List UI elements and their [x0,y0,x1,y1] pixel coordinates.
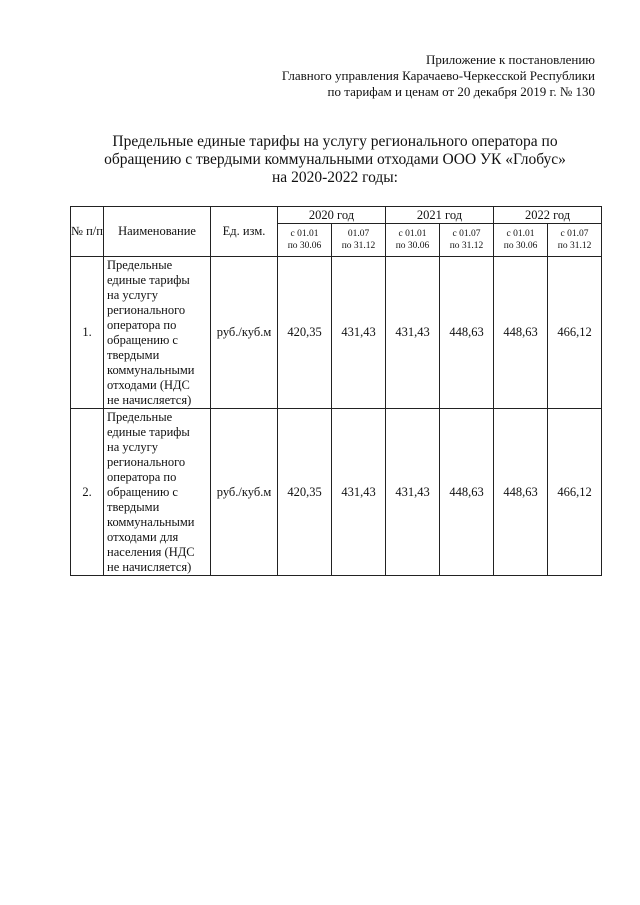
row-value: 420,35 [278,409,332,576]
table-row [71,409,602,576]
header-year-2022: 2022 год [494,207,602,224]
header-period: с 01.01 по 30.06 [494,224,548,257]
row-value: 431,43 [332,409,386,576]
header-period: с 01.07 по 31.12 [440,224,494,257]
header-name: Наименование [104,207,211,257]
table-row [71,257,602,409]
row-value: 448,63 [494,409,548,576]
annex-line-2: Главного управления Карачаево-Черкесской Республики [281,68,595,83]
header-period: 01.07 по 31.12 [332,224,386,257]
header-period: с 01.01 по 30.06 [386,224,440,257]
row-num: 2. [71,409,104,576]
row-name: Предельные единые тарифы на услугу регионального оператора по обращению с твердыми коммунальными отходами для населения (НДС не начисляется) [104,409,211,576]
header-num: № п/п [71,207,104,257]
header-year-2020: 2020 год [278,207,386,224]
title-line-2: обращению с твердыми коммунальными отходами ООО УК «Глобус» [104,151,566,168]
annex-line-3: по тарифам и ценам от 20 декабря 2019 г. № 130 [327,84,595,99]
row-value: 448,63 [440,409,494,576]
document-title [70,133,600,187]
header-period: с 01.07 по 31.12 [548,224,602,257]
annex-line-1: Приложение к постановлению [425,52,595,67]
title-line-3: на 2020-2022 годы: [272,169,398,186]
row-value: 431,43 [386,257,440,409]
row-unit: руб./куб.м [211,409,278,576]
row-value: 431,43 [386,409,440,576]
row-value: 420,35 [278,257,332,409]
annex-header [282,52,595,100]
header-period: с 01.01 по 30.06 [278,224,332,257]
row-value: 466,12 [548,409,602,576]
row-value: 448,63 [440,257,494,409]
title-line-1: Предельные единые тарифы на услугу регионального оператора по [112,133,558,150]
tariffs-table [70,206,602,576]
row-value: 466,12 [548,257,602,409]
row-value: 448,63 [494,257,548,409]
row-num: 1. [71,257,104,409]
row-value: 431,43 [332,257,386,409]
row-name: Предельные единые тарифы на услугу регионального оператора по обращению с твердыми коммунальными отходами (НДС не начисляется) [104,257,211,409]
row-unit: руб./куб.м [211,257,278,409]
header-unit: Ед. изм. [211,207,278,257]
header-year-2021: 2021 год [386,207,494,224]
